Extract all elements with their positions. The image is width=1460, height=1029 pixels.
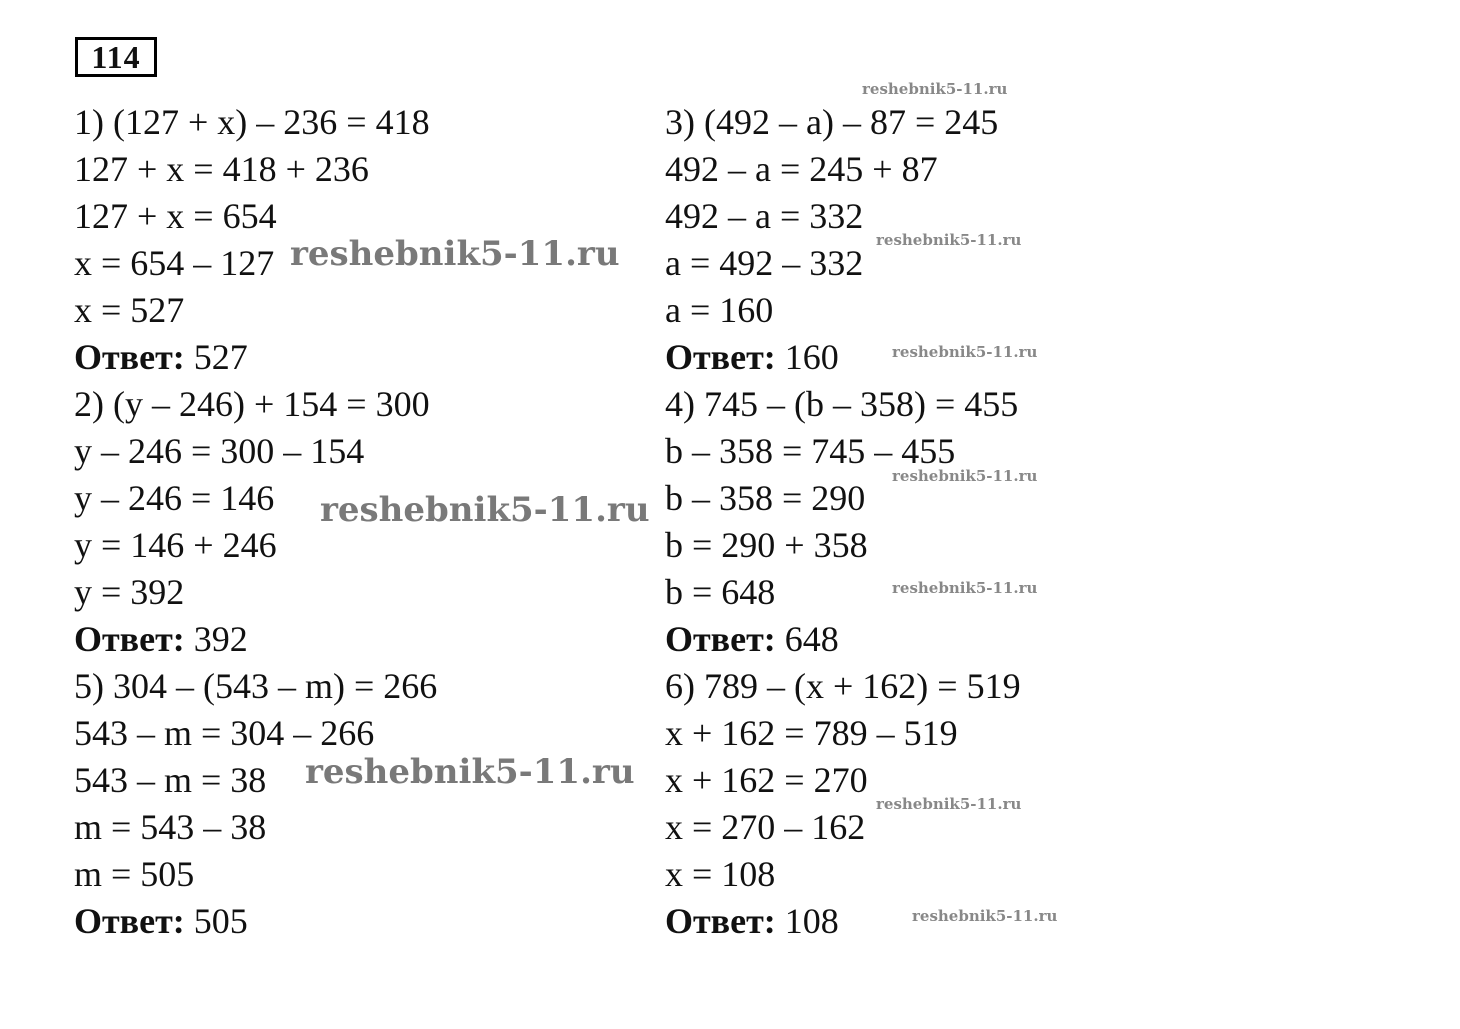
equation-line: y – 246 = 300 – 154 <box>74 431 365 471</box>
answer-label: Ответ: <box>665 619 776 659</box>
answer-label: Ответ: <box>74 619 185 659</box>
equation-line: 492 – a = 245 + 87 <box>665 149 938 189</box>
task-number: 114 <box>75 37 157 77</box>
answer-line <box>74 616 437 663</box>
answer-label: Ответ: <box>665 901 776 941</box>
answer-value: 505 <box>193 901 248 941</box>
answer-label: Ответ: <box>74 337 185 377</box>
equation-line: x = 270 – 162 <box>665 807 866 847</box>
watermark: reshebnik5-11.ru <box>862 80 1008 98</box>
answer-label: Ответ: <box>74 901 185 941</box>
watermark: reshebnik5-11.ru <box>892 467 1038 485</box>
watermark: reshebnik5-11.ru <box>290 234 620 274</box>
watermark: reshebnik5-11.ru <box>912 907 1058 925</box>
equation-line: 127 + x = 654 <box>74 196 277 236</box>
equation-line: 6) 789 – (x + 162) = 519 <box>665 666 1021 706</box>
problem-5 <box>74 663 437 945</box>
watermark: reshebnik5-11.ru <box>876 795 1022 813</box>
answer-value: 108 <box>784 901 839 941</box>
equation-line: m = 505 <box>74 854 195 894</box>
answer-value: 648 <box>784 619 839 659</box>
equation-line: 543 – m = 304 – 266 <box>74 713 375 753</box>
equation-line: 492 – a = 332 <box>665 196 864 236</box>
equation-line: 1) (127 + x) – 236 = 418 <box>74 102 430 142</box>
equation-line: x + 162 = 789 – 519 <box>665 713 958 753</box>
answer-value: 160 <box>784 337 839 377</box>
equation-line: 4) 745 – (b – 358) = 455 <box>665 384 1019 424</box>
equation-line: a = 492 – 332 <box>665 243 864 283</box>
equation-line: b – 358 = 745 – 455 <box>665 431 956 471</box>
equation-line: b = 648 <box>665 572 776 612</box>
watermark: reshebnik5-11.ru <box>876 231 1022 249</box>
answer-value: 392 <box>193 619 248 659</box>
right-column <box>665 99 1021 945</box>
watermark: reshebnik5-11.ru <box>892 579 1038 597</box>
watermark: reshebnik5-11.ru <box>320 490 650 530</box>
equation-line: a = 160 <box>665 290 774 330</box>
equation-line: y = 146 + 246 <box>74 525 277 565</box>
equation-line: 5) 304 – (543 – m) = 266 <box>74 666 438 706</box>
equation-line: m = 543 – 38 <box>74 807 267 847</box>
answer-label: Ответ: <box>665 337 776 377</box>
answer-line <box>74 334 437 381</box>
equation-line: x = 654 – 127 <box>74 243 275 283</box>
equation-line: y – 246 = 146 <box>74 478 275 518</box>
equation-line: b – 358 = 290 <box>665 478 866 518</box>
equation-line: y = 392 <box>74 572 185 612</box>
equation-line: 3) (492 – a) – 87 = 245 <box>665 102 999 142</box>
equation-line: x + 162 = 270 <box>665 760 868 800</box>
watermark: reshebnik5-11.ru <box>305 752 635 792</box>
equation-line: 127 + x = 418 + 236 <box>74 149 369 189</box>
equation-line: x = 108 <box>665 854 776 894</box>
answer-line <box>665 616 1021 663</box>
watermark: reshebnik5-11.ru <box>892 343 1038 361</box>
equation-line: 543 – m = 38 <box>74 760 267 800</box>
equation-line: b = 290 + 358 <box>665 525 868 565</box>
equation-line: 2) (y – 246) + 154 = 300 <box>74 384 430 424</box>
answer-line <box>74 898 437 945</box>
equation-line: x = 527 <box>74 290 185 330</box>
problem-4 <box>665 381 1021 663</box>
answer-value: 527 <box>193 337 248 377</box>
